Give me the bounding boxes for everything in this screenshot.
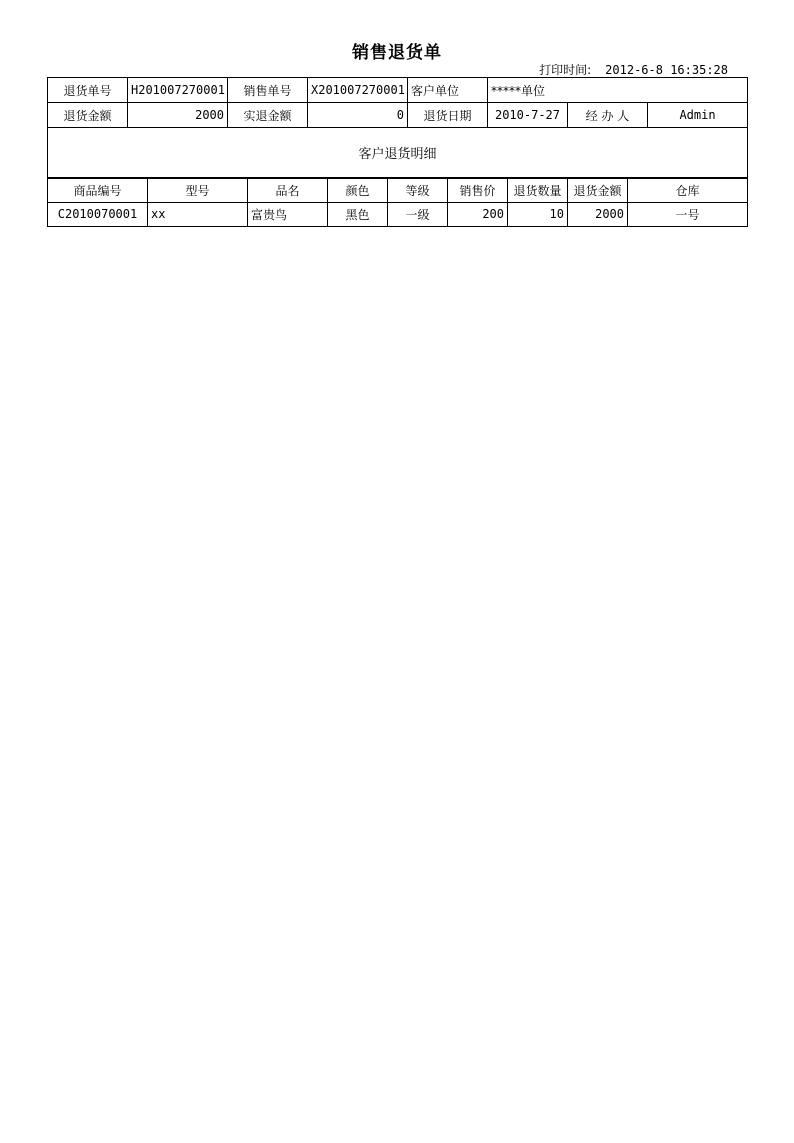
item-quantity: 10 xyxy=(508,202,568,226)
table-row xyxy=(48,202,748,226)
print-time-value: 2012-6-8 16:35:28 xyxy=(605,63,728,77)
return-no-value: H201007270001 xyxy=(128,78,228,103)
header-table xyxy=(47,77,748,178)
document-title: 销售退货单 xyxy=(352,43,442,63)
item-name: 富贵鸟 xyxy=(248,202,328,226)
detail-title-row xyxy=(48,128,748,178)
customer-label: 客户单位 xyxy=(408,78,488,103)
customer-value: *****单位 xyxy=(488,78,748,103)
column-header: 商品编号 xyxy=(48,178,148,202)
item-warehouse: 一号 xyxy=(628,202,748,226)
item-price: 200 xyxy=(448,202,508,226)
column-header: 销售价 xyxy=(448,178,508,202)
return-no-label: 退货单号 xyxy=(48,78,128,103)
detail-title: 客户退货明细 xyxy=(48,128,748,178)
return-date-value: 2010-7-27 xyxy=(488,103,568,128)
column-header: 品名 xyxy=(248,178,328,202)
item-grade: 一级 xyxy=(388,202,448,226)
item-model: xx xyxy=(148,202,248,226)
item-amount: 2000 xyxy=(568,202,628,226)
column-header: 颜色 xyxy=(328,178,388,202)
sales-no-value: X201007270001 xyxy=(308,78,408,103)
return-date-label: 退货日期 xyxy=(408,103,488,128)
print-time xyxy=(539,61,728,78)
column-header: 退货数量 xyxy=(508,178,568,202)
column-header: 等级 xyxy=(388,178,448,202)
return-amount-value: 2000 xyxy=(128,103,228,128)
item-color: 黑色 xyxy=(328,202,388,226)
sales-no-label: 销售单号 xyxy=(228,78,308,103)
items-header-row xyxy=(48,178,748,202)
items-table xyxy=(47,177,748,227)
column-header: 退货金额 xyxy=(568,178,628,202)
actual-amount-value: 0 xyxy=(308,103,408,128)
header-row-2 xyxy=(48,103,748,128)
handler-value: Admin xyxy=(648,103,748,128)
column-header: 型号 xyxy=(148,178,248,202)
handler-label: 经 办 人 xyxy=(568,103,648,128)
header-row-1 xyxy=(48,78,748,103)
actual-amount-label: 实退金额 xyxy=(228,103,308,128)
column-header: 仓库 xyxy=(628,178,748,202)
item-code: C2010070001 xyxy=(48,202,148,226)
return-amount-label: 退货金额 xyxy=(48,103,128,128)
print-time-label: 打印时间: xyxy=(539,63,592,77)
